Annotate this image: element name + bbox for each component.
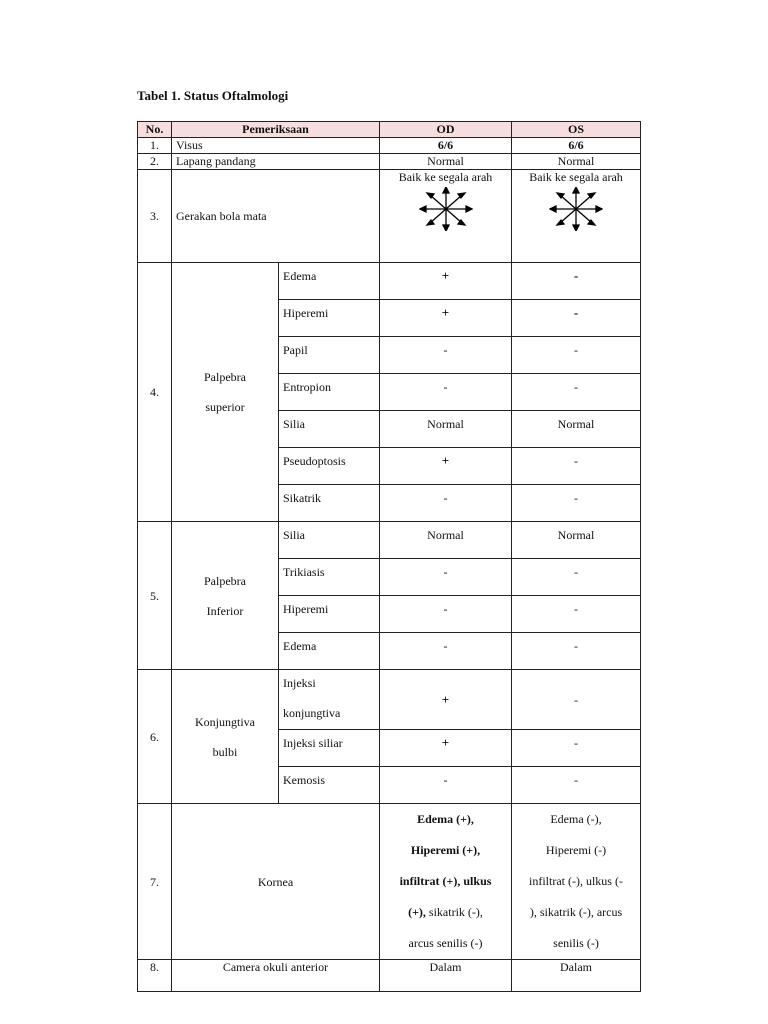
group-label-line2: superior [205,400,245,414]
item-name: Silia [279,411,380,448]
item-name: Injeksi siliar [279,730,380,767]
row-os: Normal [512,154,641,170]
kornea-os-line: ), sikatrik (-), arcus [529,905,623,919]
item-name-line2: konjungtiva [283,706,341,720]
row-no: 4. [138,263,172,522]
row-os: Dalam [512,960,641,992]
header-od: OD [380,122,512,138]
item-od: + [380,730,512,767]
item-name: Hiperemi [279,300,380,337]
group-label-line1: Konjungtiva [195,714,255,729]
header-no: No. [138,122,172,138]
row-no: 2. [138,154,172,170]
group-label-line1: Palpebra [204,573,246,588]
table-header-row [138,122,641,138]
eight-direction-arrows-icon [419,187,473,231]
item-od: + [380,670,512,730]
row-exam: Visus [172,138,380,154]
item-name: Edema [279,263,380,300]
item-os: - [512,559,641,596]
item-od: + [380,263,512,300]
table-row [138,960,641,992]
group-label-line1: Palpebra [204,370,246,384]
row-od [380,804,512,960]
row-exam: Lapang pandang [172,154,380,170]
eight-direction-arrows-icon [549,187,603,231]
item-name-line1: Injeksi [283,676,316,690]
item-name: Entropion [279,374,380,411]
item-os: - [512,448,641,485]
row-group [172,522,279,670]
item-od: - [380,633,512,670]
group-label-line2: Inferior [206,603,244,618]
row-exam: Gerakan bola mata [172,170,380,263]
kornea-od-line: Hiperemi (+), [410,843,481,857]
kornea-od-line: infiltrat (+), ulkus [399,874,492,888]
row-os [512,170,641,263]
item-od: - [380,485,512,522]
kornea-od-normal: sikatrik (-), [425,905,483,919]
item-od: Normal [380,411,512,448]
item-name: Trikiasis [279,559,380,596]
kornea-os-line: senilis (-) [553,936,599,950]
item-name: Silia [279,522,380,559]
row-no: 1. [138,138,172,154]
item-name: Sikatrik [279,485,380,522]
row-group [172,263,279,522]
kornea-os-line: Edema (-), [550,812,602,826]
row-od-text: Baik ke segala arah [398,170,493,184]
item-name [279,670,380,730]
group-label-line2: bulbi [212,744,238,759]
item-od: + [380,448,512,485]
item-os: - [512,670,641,730]
item-name: Kemosis [279,767,380,804]
table-row [138,138,641,154]
row-no: 8. [138,960,172,992]
item-od: Normal [380,522,512,559]
row-os: 6/6 [512,138,641,154]
row-no: 7. [138,804,172,960]
row-exam: Camera okuli anterior [172,960,380,992]
item-od: + [380,300,512,337]
item-os: - [512,337,641,374]
item-od: - [380,596,512,633]
row-no: 5. [138,522,172,670]
table-row [138,670,641,730]
row-exam: Kornea [172,804,380,960]
row-od: Normal [380,154,512,170]
item-od: - [380,337,512,374]
row-od: Dalam [380,960,512,992]
item-os: - [512,300,641,337]
row-od [380,170,512,263]
kornea-od-line [384,897,507,928]
item-name: Papil [279,337,380,374]
row-group [172,670,279,804]
row-os [512,804,641,960]
item-os: - [512,767,641,804]
kornea-os-line: Hiperemi (-) [545,843,607,857]
item-od: - [380,559,512,596]
item-os: - [512,263,641,300]
kornea-od-line: arcus senilis (-) [408,936,483,950]
header-os: OS [512,122,641,138]
kornea-od-bold: (+), [408,905,426,919]
table-row [138,804,641,960]
item-name: Hiperemi [279,596,380,633]
row-od: 6/6 [380,138,512,154]
kornea-od-line: Edema (+), [417,812,474,826]
item-os: - [512,596,641,633]
item-os: - [512,485,641,522]
kornea-os-line: infiltrat (-), ulkus (- [529,874,623,888]
ophthalmology-status-table [137,121,641,992]
item-name: Edema [279,633,380,670]
item-os: - [512,633,641,670]
table-row [138,154,641,170]
item-od: - [380,767,512,804]
table-title: Tabel 1. Status Oftalmologi [137,88,289,103]
item-os: Normal [512,411,641,448]
header-exam: Pemeriksaan [172,122,380,138]
item-od: - [380,374,512,411]
item-os: - [512,730,641,767]
item-os: Normal [512,522,641,559]
table-row [138,522,641,559]
item-os: - [512,374,641,411]
table-row [138,170,641,263]
row-no: 6. [138,670,172,804]
item-name: Pseudoptosis [279,448,380,485]
row-no: 3. [138,170,172,263]
table-row [138,263,641,300]
row-os-text: Baik ke segala arah [529,170,623,184]
